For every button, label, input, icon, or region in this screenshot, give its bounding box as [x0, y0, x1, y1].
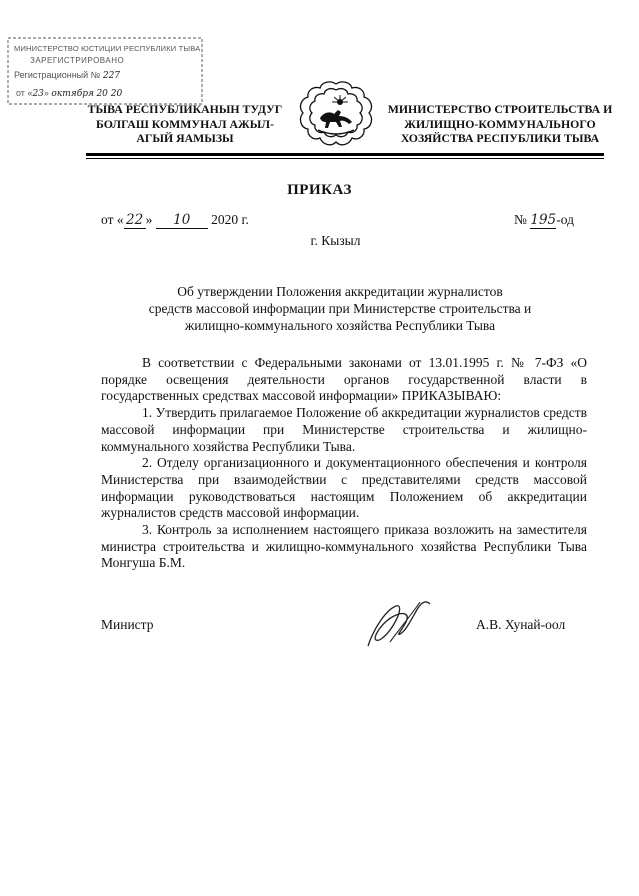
document-title: ПРИКАЗ — [287, 182, 352, 198]
stamp-registered: ЗАРЕГИСТРИРОВАНО — [30, 56, 125, 65]
body-paragraph: 2. Отделу организационного и документационного обеспечения и контроля Министерства при взаимодействии с представителями средств массовой информации руководствоваться настоящим Положением об аккредитации журналистов средств массовой информации. — [101, 455, 587, 521]
registration-stamp — [6, 36, 206, 106]
header-right-line: ЖИЛИЩНО-КОММУНАЛЬНОГО — [404, 116, 596, 131]
header-rule-thick — [86, 153, 604, 156]
stamp-from-label: от — [16, 88, 25, 98]
body-paragraph: 1. Утвердить прилагаемое Положение об аккредитации журналистов средств массовой информации при Министерстве строительства и жилищно-коммунального хозяйства Республики Тыва. — [101, 405, 587, 454]
header-left-line: ТЫВА РЕСПУБЛИКАНЫН ТУДУГ — [87, 102, 283, 116]
date-day: 22 — [124, 213, 146, 229]
stamp-ministry: МИНИСТЕРСТВО ЮСТИЦИИ РЕСПУБЛИКИ ТЫВА — [14, 44, 201, 53]
subject-line: Об утверждении Положения аккредитации журналистов — [177, 284, 503, 299]
header-left-line: АГЫЙ ЯАМЫЗЫ — [136, 131, 234, 145]
header-rule-thin — [86, 158, 604, 159]
stamp-date-line: от «23» октября 20 20 — [16, 88, 123, 99]
number-prefix: № — [514, 212, 527, 227]
stamp-month: октября — [51, 89, 94, 99]
stamp-reg-number: 227 — [102, 71, 121, 81]
date-prefix: от « — [101, 212, 124, 227]
emblem-icon — [294, 78, 378, 150]
header-left-line: БОЛГАШ КОММУНАЛ АЖЫЛ- — [95, 116, 275, 131]
order-subject — [90, 283, 590, 334]
signer-position: Министр — [101, 617, 154, 632]
header-left-tuvan — [80, 102, 290, 146]
stamp-year: 20 20 — [96, 89, 123, 99]
city: г. Кызыл — [310, 233, 361, 248]
subject-line: средств массовой информации при Министерстве строительства и — [148, 301, 532, 316]
date-day-suffix: » — [145, 212, 153, 227]
body-paragraph: 3. Контроль за исполнением настоящего приказа возложить на заместителя министра строительства и жилищно-коммунального хозяйства Республики Тыва Монгуша Б.М. — [101, 522, 587, 571]
stamp-reg-label: Регистрационный № — [14, 70, 101, 80]
order-body — [101, 355, 587, 572]
date-year: 2020 г. — [211, 212, 249, 227]
body-paragraph: В соответствии с Федеральными законами от 13.01.1995 г. № 7-ФЗ «О порядке освещения деятельности органов государственной власти в государственных средствах массовой информации» ПРИКАЗЫВАЮ: — [101, 355, 587, 404]
date-month: 10 — [156, 213, 208, 229]
number-value: 195 — [530, 212, 557, 228]
header-right-line: МИНИСТЕРСТВО СТРОИТЕЛЬСТВА И — [387, 102, 613, 116]
order-date — [101, 212, 249, 229]
stamp-reg-line — [14, 70, 120, 81]
stamp-day: 23 — [32, 89, 44, 99]
header-right-line: ХОЗЯЙСТВА РЕСПУБЛИКИ ТЫВА — [400, 131, 600, 145]
subject-line: жилищно-коммунального хозяйства Республики Тыва — [184, 318, 496, 333]
order-number — [514, 212, 574, 229]
number-suffix: -од — [556, 212, 574, 227]
handwritten-signature — [360, 598, 440, 652]
header-right-russian — [380, 102, 620, 146]
signer-name: А.В. Хунай-оол — [476, 617, 566, 632]
